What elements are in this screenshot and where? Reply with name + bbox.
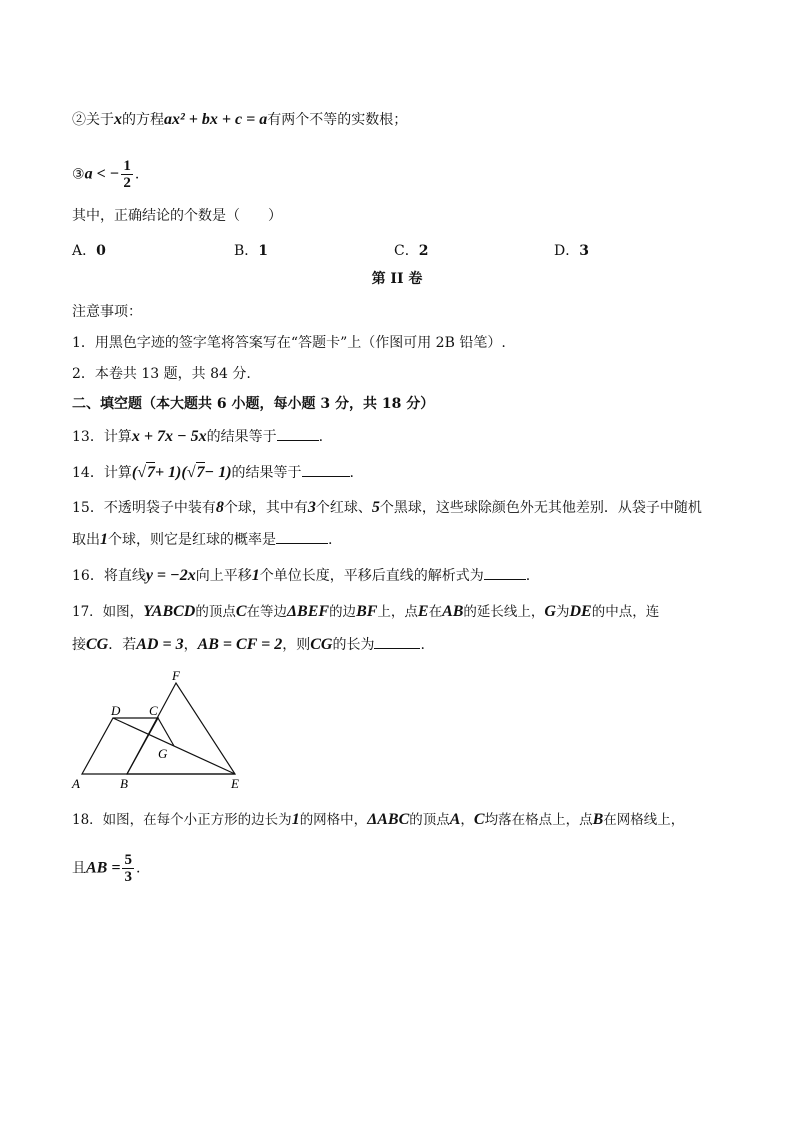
q18-n1: 1 [291,811,300,828]
s3-end: . [134,166,140,183]
q18-l1b: 的网格中， [299,812,368,828]
q17-C: C [235,603,247,620]
option-c-letter: C． [394,243,419,259]
q18-l1e: 均落在格点上，点 [484,812,593,828]
q15-l1b: 个球，其中有 [223,500,308,516]
q17-l2a: 接 [72,637,86,653]
q17-l1e: 上，点 [377,604,418,620]
q18-l2a: 且 [72,860,86,877]
q18-l1c: 的顶点 [409,812,450,828]
q15-n1: 1 [100,531,108,548]
q18-num: 5 [124,852,132,868]
option-b-letter: B． [234,243,259,259]
q13-pre: 13．计算 [72,429,132,445]
q13-end: . [318,429,324,445]
q14-sqrt-sign-1: √ [137,464,146,481]
question-17-line-2 [72,634,425,655]
option-a-value: 0 [96,243,106,259]
q17-DE: DE [569,603,592,620]
q17-tri: ΔBEF [287,603,330,620]
option-d-letter: D． [554,243,580,259]
q17-answer-blank[interactable] [374,634,420,649]
q17-par: YABCD [143,603,196,620]
q14-end: . [349,465,354,481]
label-d: D [111,703,121,718]
s3-expr: a < − [84,165,120,183]
s2-equation: ax² + bx + c = a [164,111,268,128]
q17-l1a: 17．如图， [72,604,144,620]
q15-n8: 8 [215,499,224,516]
q18-AB: AB = [86,859,121,877]
q15-l1a: 15．不透明袋子中装有 [72,500,216,516]
q17-l1i: 的中点，连 [591,604,660,620]
q17-end: . [420,637,425,653]
q17-AB: AB [442,603,464,620]
q17-l2c: ， [183,637,198,653]
parallelogram-abcd [82,718,158,774]
q18-l1f: 在网格线上， [603,812,685,828]
q16-eq: y = −2x [145,567,196,584]
s2-tail: 有两个不等的实数根； [267,112,408,128]
triangle-bef [127,683,235,774]
s3-num: 1 [123,158,131,174]
q14-answer-blank[interactable] [302,462,350,477]
q15-end: . [328,532,333,548]
q17-l2d: ，则 [282,637,311,653]
label-g: G [158,746,168,761]
q16-end: . [525,568,531,584]
q17-l1d: 的边 [329,604,357,620]
q17-l1h: 为 [555,604,570,620]
notes-heading: 注意事项： [72,304,142,320]
q17-eq2: AB = CF = 2 [197,636,283,653]
option-a-letter: A． [72,243,97,259]
s3-label: ③ [72,166,85,183]
s2-var: x [114,111,122,128]
statement-2 [72,110,407,130]
option-d[interactable] [554,240,589,260]
label-e: E [231,776,239,791]
q16-post: 个单位长度，平移后直线的解析式为 [259,568,484,584]
q18-A: A [449,811,461,828]
q15-n3: 3 [307,499,316,516]
geometry-figure [70,666,260,796]
label-c: C [149,703,158,718]
question-16 [72,565,530,586]
q15-l2b: 个球，则它是红球的概率是 [108,532,276,548]
q15-l1d: 个黑球，这些球除颜色外无其他差别．从袋子中随机 [379,500,702,516]
s3-fraction [121,158,133,191]
option-a[interactable] [72,240,106,260]
note-1: 1．用黑色字迹的签字笔将答案写在“答题卡”上（作图可用 2B 铅笔）. [72,335,506,351]
statement-3 [72,158,139,191]
label-a: A [72,776,80,791]
label-b: B [120,776,128,791]
q18-C: C [473,811,485,828]
q16-answer-blank[interactable] [484,565,526,580]
s2-label: ②关于 [72,112,114,128]
q13-expr: x + 7x − 5x [131,428,207,445]
q17-eq1: AD = 3 [136,636,184,653]
q14-post: 的结果等于 [231,465,302,481]
q17-l1b: 的顶点 [195,604,236,620]
q13-answer-blank[interactable] [277,426,319,441]
q13-post: 的结果等于 [206,429,277,445]
option-d-value: 3 [579,243,589,259]
q14-b: + 1)( [154,464,187,481]
q18-den: 3 [124,869,132,885]
q14-c: − 1) [204,464,232,481]
option-b-value: 1 [258,243,269,259]
q17-l1g: 的延长线上， [463,604,545,620]
q18-fraction [122,852,134,885]
question-13 [72,426,323,447]
q17-G: G [544,603,556,620]
question-15-line-2 [72,529,332,550]
q14-sqrt-sign-2: √ [186,464,196,481]
q14-radicand-2: 7 [196,464,205,481]
q18-end: . [135,860,141,877]
q15-l1c: 个红球、 [315,500,372,516]
option-c-value: 2 [418,243,429,259]
note-2: 2．本卷共 13 题，共 84 分. [72,366,251,382]
q17-CG: CG [86,636,109,653]
q15-l2a: 取出 [72,532,100,548]
q17-E: E [417,603,429,620]
q16-pre: 16．将直线 [72,568,146,584]
q18-tri: ΔABC [367,811,410,828]
q18-B: B [592,811,604,828]
q17-CG2: CG [310,636,333,653]
q15-answer-blank[interactable] [276,529,328,544]
s3-den: 2 [123,175,131,191]
question-17-line-1 [72,602,659,622]
q15-n5: 5 [371,499,380,516]
part-2-heading: 二、填空题（本大题共 6 小题，每小题 3 分，共 18 分） [72,396,435,412]
question-14 [72,462,354,483]
question-18-line-1 [72,810,684,830]
q17-l2b: ．若 [108,637,137,653]
q16-mid: 向上平移 [195,568,252,584]
q17-l1c: 在等边 [246,604,288,620]
q17-BF: BF [356,603,378,620]
q14-pre: 14．计算 [72,465,132,481]
q14-a: ( [131,464,138,481]
q16-n1: 1 [251,567,260,584]
question-stem: 其中，正确结论的个数是（ ） [72,208,282,224]
q18-l1d: ， [460,812,474,828]
q18-l1a: 18．如图，在每个小正方形的边长为 [72,812,292,828]
question-18-line-2 [72,852,140,885]
label-f: F [172,668,180,683]
s2-mid: 的方程 [122,112,164,128]
q14-radicand-1: 7 [146,464,155,481]
q17-l2e: 的长为 [332,637,375,653]
question-15-line-1 [72,498,702,518]
option-c[interactable] [394,240,428,260]
q17-l1f: 在 [428,604,443,620]
option-b[interactable] [234,240,268,260]
section-title: 第 II 卷 [371,271,423,287]
